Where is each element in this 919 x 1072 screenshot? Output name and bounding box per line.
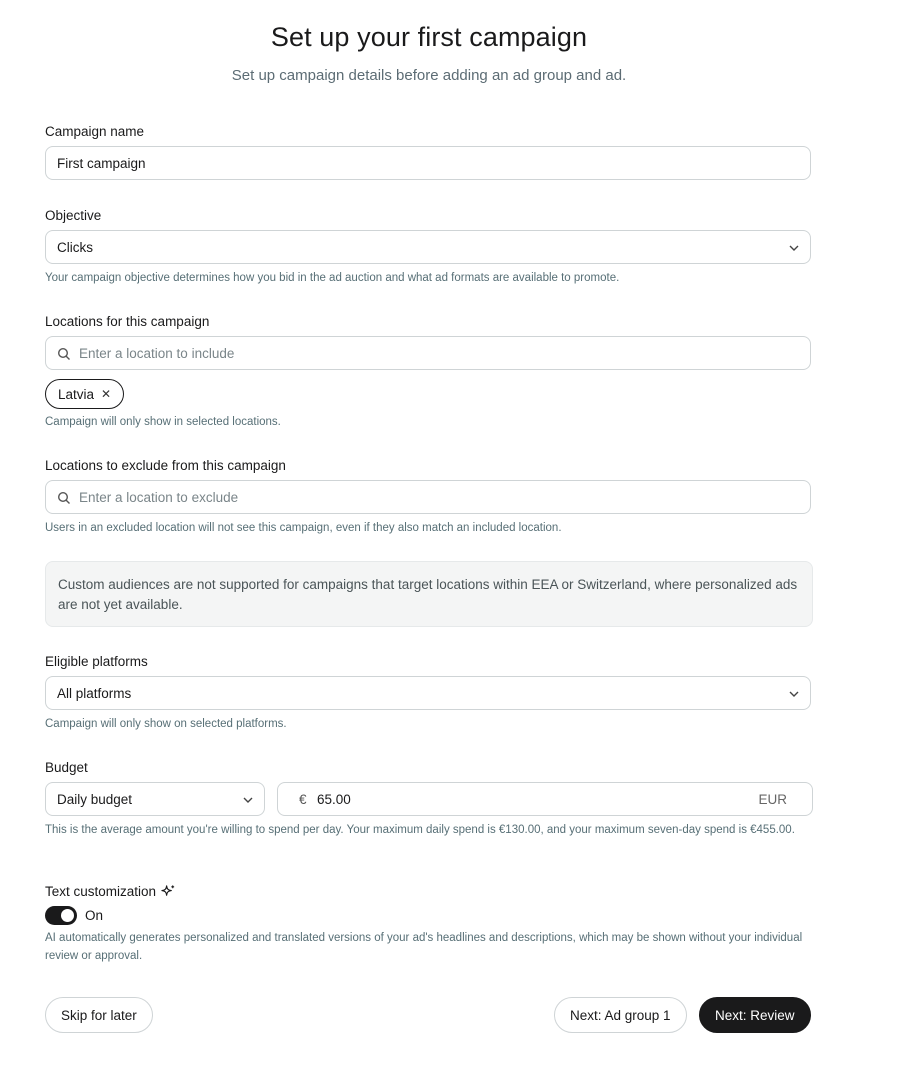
currency-symbol: € — [299, 792, 307, 807]
campaign-name-label: Campaign name — [45, 124, 145, 139]
location-chip — [45, 379, 124, 409]
exclude-locations-help: Users in an excluded location will not see this campaign, even if they also match an included location. — [45, 522, 562, 534]
chevron-down-icon — [788, 688, 800, 700]
chevron-down-icon — [242, 794, 254, 806]
budget-amount-value: 65.00 — [317, 792, 351, 807]
budget-label: Budget — [45, 760, 88, 775]
include-locations-help: Campaign will only show in selected locations. — [45, 416, 281, 428]
sparkle-icon — [161, 884, 176, 899]
location-chip-label: Latvia — [58, 386, 95, 402]
exclude-location-search-input[interactable] — [45, 480, 811, 514]
objective-value: Clicks — [57, 240, 93, 255]
currency-code: EUR — [758, 792, 787, 807]
eea-notice: Custom audiences are not supported for campaigns that target locations within EEA or Switzerland, where personalized ads are not yet available. — [45, 561, 813, 627]
skip-for-later-button[interactable]: Skip for later — [45, 997, 153, 1033]
objective-help: Your campaign objective determines how you bid in the ad auction and what ad formats are available to promote. — [45, 272, 620, 284]
search-icon — [57, 491, 71, 505]
remove-chip-icon[interactable]: ✕ — [101, 387, 112, 401]
text-customization-label: Text customization — [45, 884, 157, 899]
budget-type-value: Daily budget — [57, 792, 133, 807]
chevron-down-icon — [788, 242, 800, 254]
budget-amount-input[interactable] — [277, 782, 813, 816]
include-location-search-input[interactable] — [45, 336, 811, 370]
platforms-label: Eligible platforms — [45, 654, 148, 669]
next-ad-group-button[interactable]: Next: Ad group 1 — [554, 997, 687, 1033]
objective-select[interactable] — [45, 230, 811, 264]
campaign-name-value: First campaign — [57, 156, 146, 171]
toggle-state-label: On — [85, 908, 104, 923]
search-icon — [57, 347, 71, 361]
next-review-button[interactable]: Next: Review — [699, 997, 811, 1033]
platforms-value: All platforms — [57, 686, 132, 701]
campaign-name-field[interactable] — [45, 146, 811, 180]
page-title: Set up your first campaign — [270, 22, 588, 52]
platforms-select[interactable] — [45, 676, 811, 710]
budget-help: This is the average amount you're willing to spend per day. Your maximum daily spend is €130.00, and your maximum seven-day spend is €455.00. — [45, 824, 795, 836]
objective-label: Objective — [45, 208, 102, 223]
text-customization-header — [45, 884, 176, 899]
page-subtitle: Set up campaign details before adding an ad group and ad. — [231, 67, 627, 84]
text-customization-toggle[interactable] — [45, 906, 77, 925]
exclude-location-placeholder: Enter a location to exclude — [79, 490, 239, 505]
text-customization-help: AI automatically generates personalized and translated versions of your ad's headlines and descriptions, which may be shown without your individual review or approval. — [45, 932, 803, 962]
include-locations-label: Locations for this campaign — [45, 314, 210, 329]
toggle-knob — [61, 909, 74, 922]
exclude-locations-label: Locations to exclude from this campaign — [45, 458, 286, 473]
include-location-placeholder: Enter a location to include — [79, 346, 235, 361]
budget-type-select[interactable] — [45, 782, 265, 816]
platforms-help: Campaign will only show on selected platforms. — [45, 718, 287, 730]
